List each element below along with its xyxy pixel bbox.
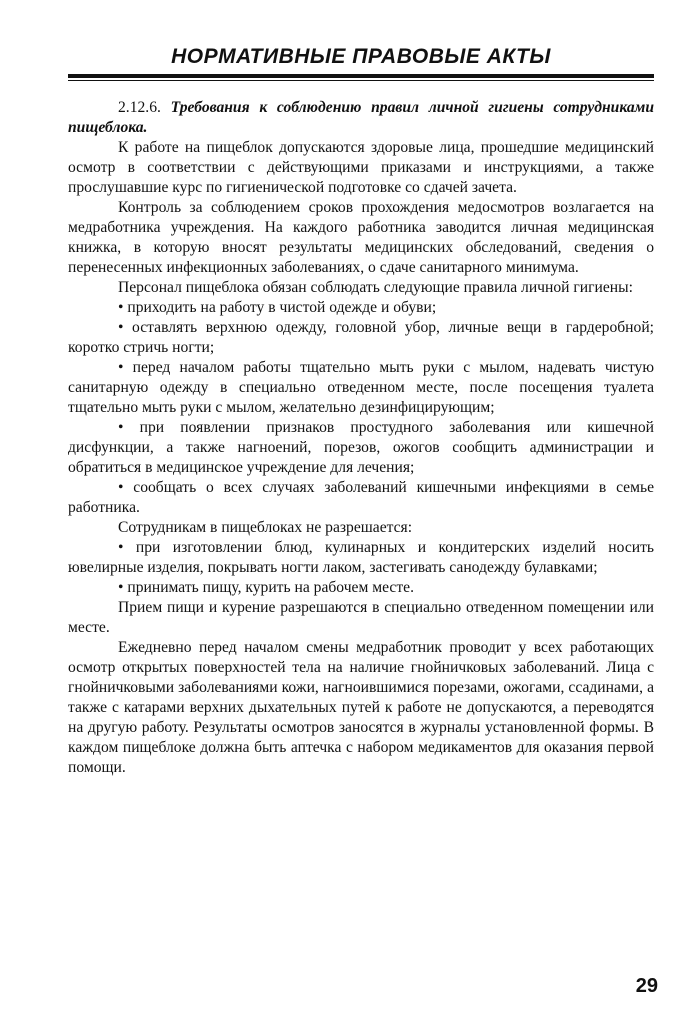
prohibited-bullet: • при изготовлении блюд, кулинарных и кондитерских изделий носить ювелирные изделия, покрывать ногти лаком, застегивать санодежду булавками;	[68, 538, 654, 578]
paragraph-control: Контроль за соблюдением сроков прохождения медосмотров возлагается на медработника учреждения. На каждого работника заводится личная медицинская книжка, в которую вносят результаты медицинских обследований, сведения о перенесенных инфекционных заболеваниях, о сдаче санитарного минимума.	[68, 199, 654, 276]
running-header-title: НОРМАТИВНЫЕ ПРАВОВЫЕ АКТЫ	[171, 45, 551, 68]
section-heading	[68, 98, 654, 138]
rule-bullet: • оставлять верхнюю одежду, головной убор, личные вещи в гардеробной; коротко стричь ногти;	[68, 318, 654, 358]
header-rule	[68, 74, 654, 81]
rule-bullet: • при появлении признаков простудного заболевания или кишечной дисфункции, а также нагноений, порезов, ожогов сообщить администрации и обратиться в медицинское учреждение для лечения;	[68, 418, 654, 478]
page-header	[68, 44, 654, 81]
paragraph-admission: К работе на пищеблок допускаются здоровые лица, прошедшие медицинский осмотр в соответствии с действующими приказами и инструкциями, а также прослушавшие курс по гигиенической подготовке со сдачей зачета.	[68, 139, 654, 196]
paragraph-rules-intro: Персонал пищеблока обязан соблюдать следующие правила личной гигиены:	[118, 279, 633, 296]
paragraph-daily-inspection: Ежедневно перед началом смены медработник проводит у всех работающих осмотр открытых поверхностей тела на наличие гнойничковых заболеваний. Лица с гнойничковыми заболеваниями кожи, нагноившимися порезами, ожогами, ссадинами, а также с катарами верхних дыхательных путей к работе не допускаются, а переводятся на другую работу. Результаты осмотров заносятся в журналы установленной формы. В каждом пищеблоке должна быть аптечка с набором медикаментов для оказания первой помощи.	[68, 639, 654, 776]
rule-bullet: • приходить на работу в чистой одежде и обуви;	[68, 298, 654, 318]
rule-bullet: • перед началом работы тщательно мыть руки с мылом, надевать чистую санитарную одежду в специально отведенном месте, после посещения туалета тщательно мыть руки с мылом, желательно дезинфицирующим;	[68, 358, 654, 418]
paragraph-eating-smoking: Прием пищи и курение разрешаются в специально отведенном помещении или месте.	[68, 599, 654, 636]
section-title: Требования к соблюдению правил личной гигиены сотрудниками пищеблока.	[68, 99, 654, 136]
paragraph-prohibited-intro: Сотрудникам в пищеблоках не разрешается:	[118, 519, 413, 536]
section-number: 2.12.6.	[118, 99, 161, 116]
prohibited-bullet: • принимать пищу, курить на рабочем месте.	[68, 578, 654, 598]
page-number: 29	[635, 975, 658, 997]
rule-bullet: • сообщать о всех случаях заболеваний кишечными инфекциями в семье работника.	[68, 478, 654, 518]
document-body	[68, 98, 654, 778]
